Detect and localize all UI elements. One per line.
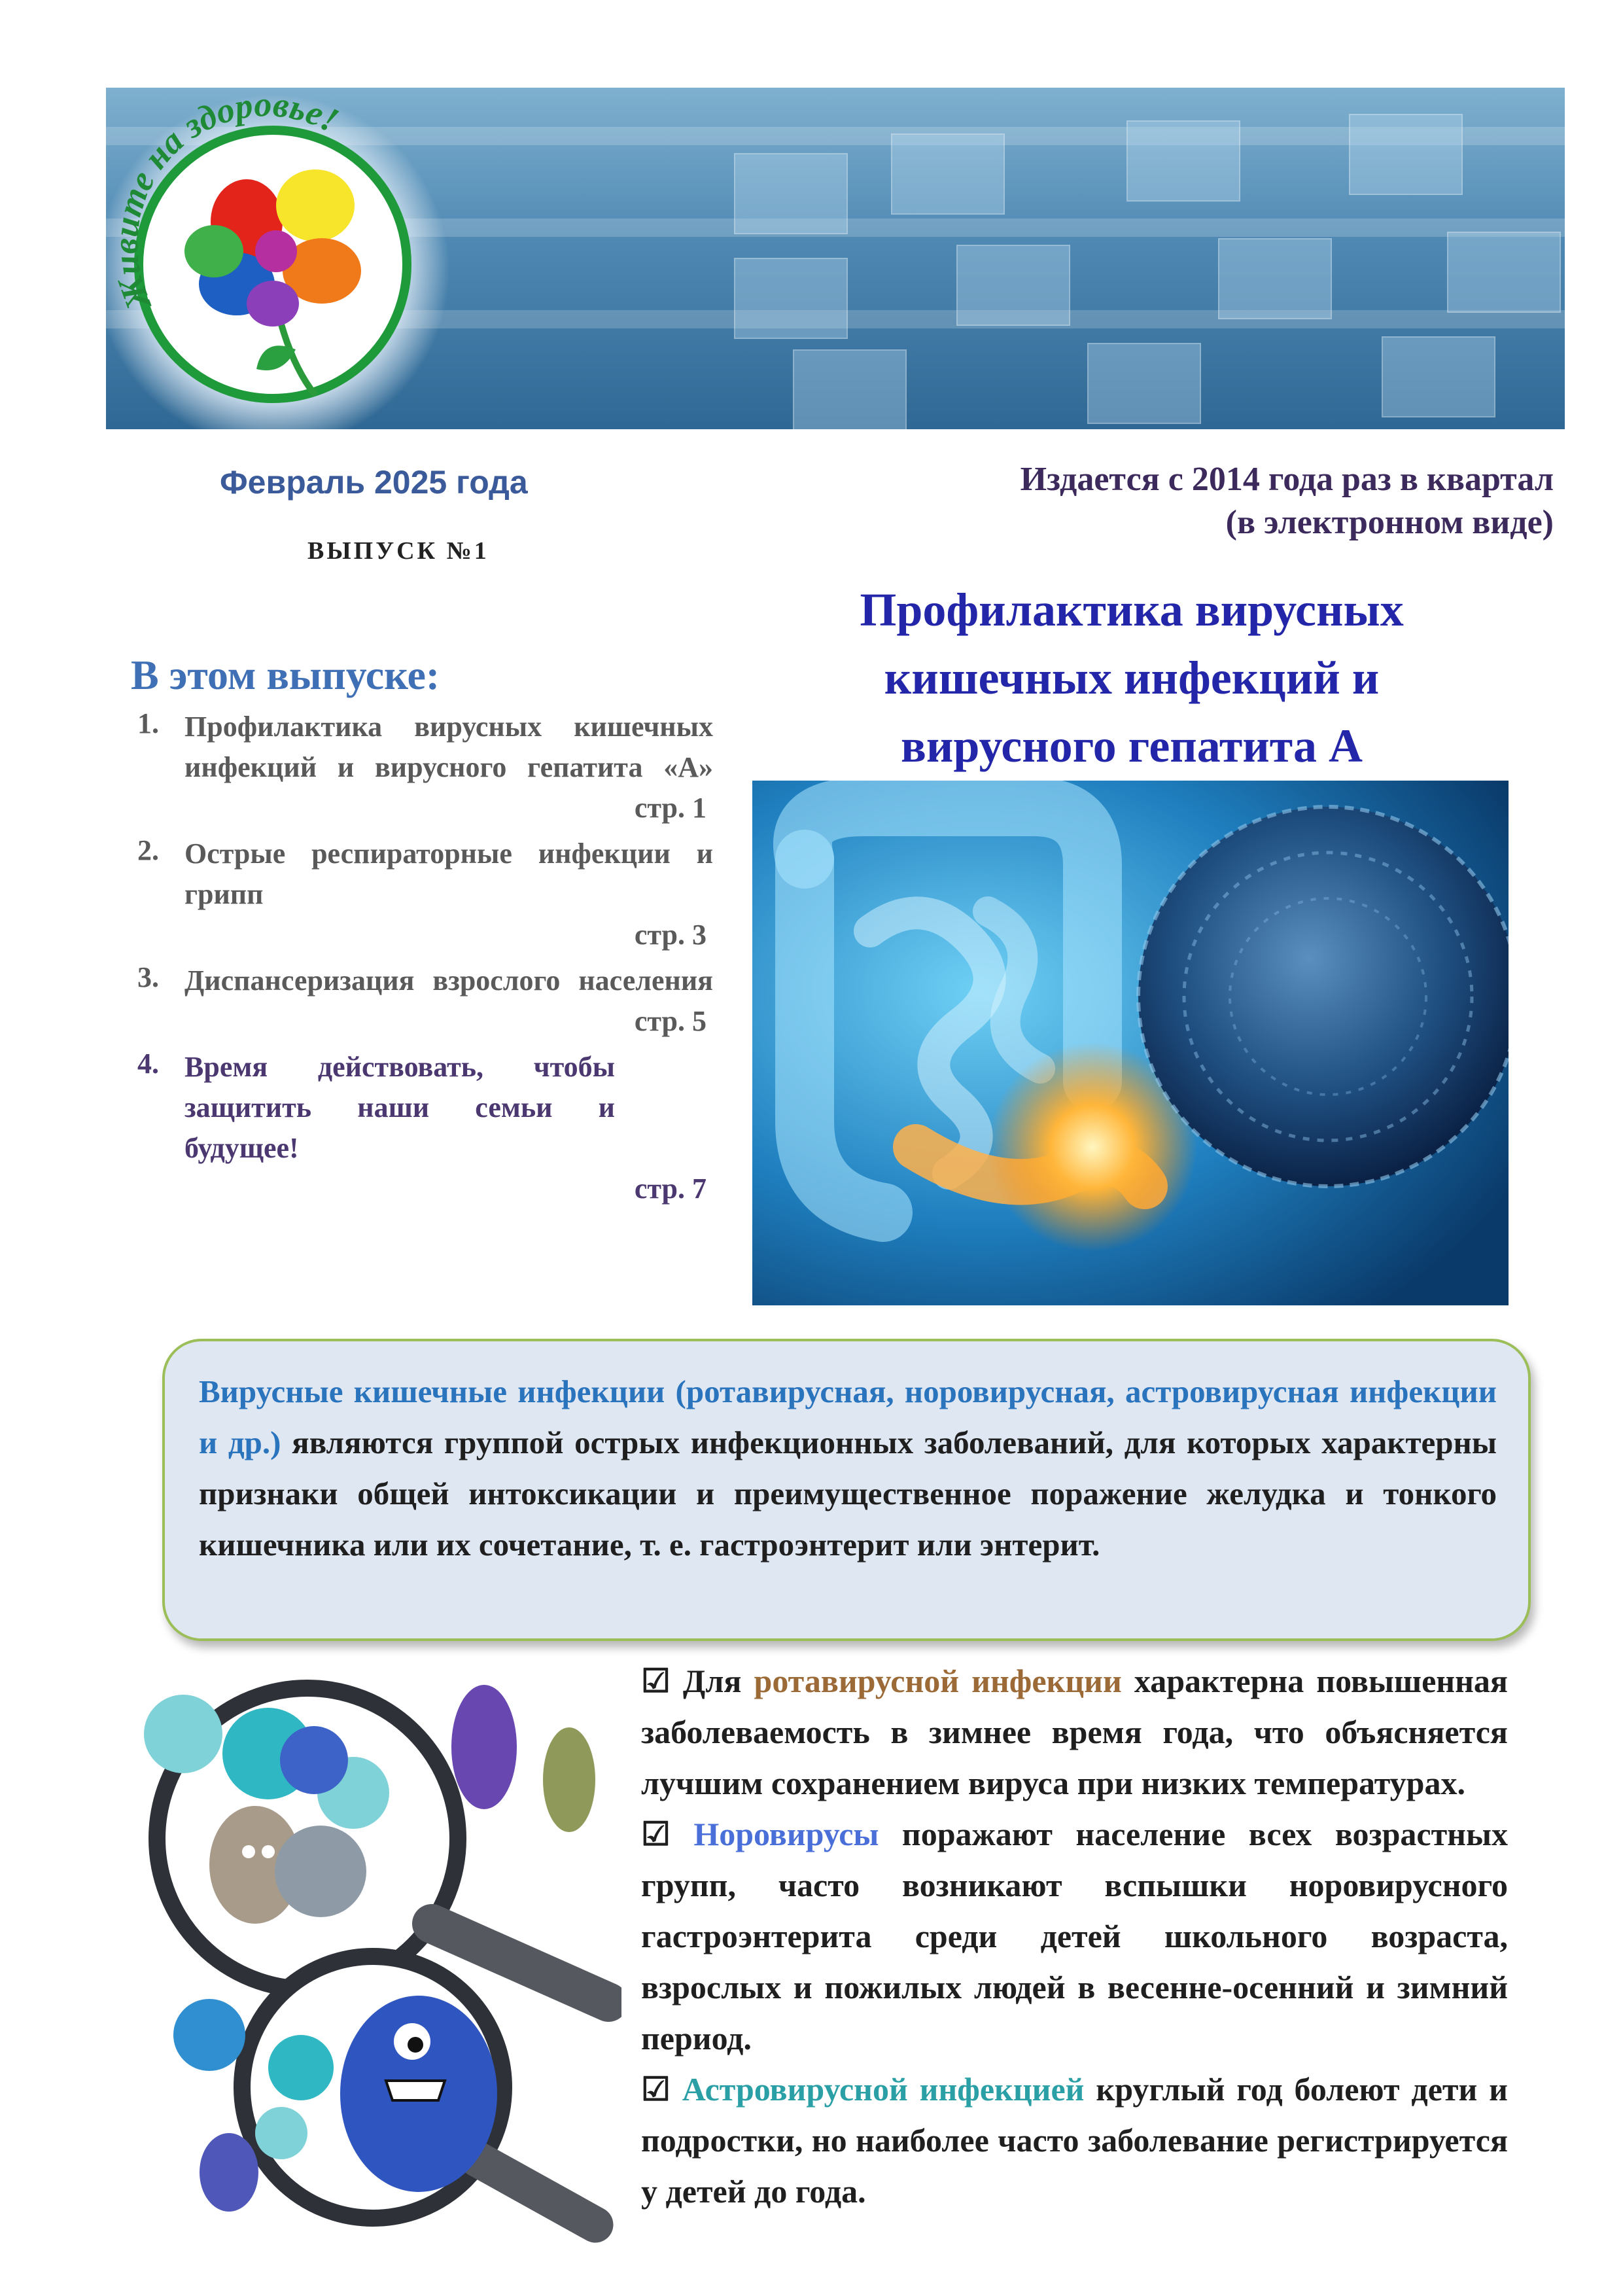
issue-number: ВЫПУСК №1 (307, 537, 489, 565)
publication-frequency: Издается с 2014 года раз в квартал (1020, 461, 1554, 498)
toc-item-number: 2. (137, 834, 159, 866)
toc-title: В этом выпуске: (131, 652, 440, 698)
intro-highlight: Вирусные кишечные инфекции (ротавирусная, норовирусная, астровирусная инфекции и др.) (199, 1373, 1497, 1460)
publication-info (844, 458, 1554, 544)
bullet-term: Норовирусы (693, 1816, 879, 1852)
article-title (752, 576, 1511, 780)
toc-item[interactable] (137, 961, 713, 1042)
checkbox-icon: ☑ (641, 1816, 671, 1852)
building-window (734, 258, 848, 339)
checkbox-icon: ☑ (641, 1663, 671, 1699)
toc-item-number: 3. (137, 961, 159, 993)
header-banner (106, 88, 1565, 429)
toc-item[interactable] (137, 707, 713, 828)
article-title-line: кишечных инфекций и (884, 652, 1380, 704)
bullet-text: круглый год болеют дети и подростки, но наиболее часто заболевание регистрируется у детей до года. (641, 2071, 1508, 2210)
toc-item-number: 4. (137, 1048, 159, 1080)
building-window (1087, 343, 1201, 424)
toc-item-title: Острые респираторные инфекции и грипп (184, 838, 713, 910)
flower-logo (106, 88, 472, 429)
infection-bullets (641, 1655, 1508, 2217)
building-window (734, 153, 848, 234)
publication-format: (в электронном виде) (1225, 504, 1554, 541)
building-window (956, 245, 1070, 326)
building-window (1218, 238, 1332, 319)
bullet-term: ротавирусной инфекции (754, 1663, 1122, 1699)
issue-date: Февраль 2025 года (220, 464, 528, 501)
toc-item-page: стр. 7 (634, 1173, 707, 1205)
toc-item-page: стр. 3 (634, 919, 707, 951)
toc-item-page: стр. 5 (634, 1005, 707, 1037)
intestine-virus-illustration (752, 781, 1509, 1305)
bullet-lead: Для (682, 1663, 754, 1699)
bullet-term: Астровирусной инфекцией (682, 2071, 1085, 2108)
bullet-text: характерна повышенная заболеваемость в зимнее время года, что объясняется лучшим сохранением вируса при низких температурах. (641, 1663, 1508, 1801)
bullet-rotavirus (641, 1655, 1508, 1809)
toc-item[interactable] (137, 834, 713, 955)
intro-info-box (162, 1339, 1531, 1641)
building-window (1382, 336, 1495, 417)
article-title-line: вирусного гепатита А (900, 720, 1363, 772)
building-window (1349, 114, 1463, 195)
logo-text: Живите на здоровье! (106, 88, 345, 315)
bullet-astrovirus (641, 2064, 1508, 2217)
table-of-contents (137, 707, 713, 1214)
toc-item-title: Диспансеризация взрослого населения (184, 964, 713, 997)
building-window (793, 349, 907, 429)
building-window (891, 133, 1005, 215)
article-title-line: Профилактика вирусных (860, 584, 1404, 636)
toc-item-title: Профилактика вирусных кишечных инфекций и вирусного гепатита «А» (184, 711, 713, 783)
intro-text: являются группой острых инфекционных заболеваний, для которых характерны признаки общей интоксикации и преимущественное поражение желудка и тонкого кишечника или их сочетание, т. е. гастроэнтерит или энтерит. (199, 1424, 1497, 1563)
checkbox-icon: ☑ (641, 2071, 671, 2108)
toc-item-number: 1. (137, 707, 159, 739)
microbes-magnifier-illustration (137, 1662, 621, 2251)
toc-item[interactable] (137, 1047, 713, 1209)
building-window (1126, 120, 1240, 202)
toc-item-title: Время действовать, чтобы защитить наши семьи и будущее! (184, 1051, 615, 1164)
bullet-text: поражают население всех возрастных групп, часто возникают вспышки норовирусного гастроэнтерита среди детей школьного возраста, взрослых и пожилых людей в весенне-осенний и зимний период. (641, 1816, 1509, 2057)
building-window (1447, 232, 1561, 313)
bullet-norovirus (641, 1809, 1508, 2064)
toc-item-page: стр. 1 (634, 792, 707, 824)
